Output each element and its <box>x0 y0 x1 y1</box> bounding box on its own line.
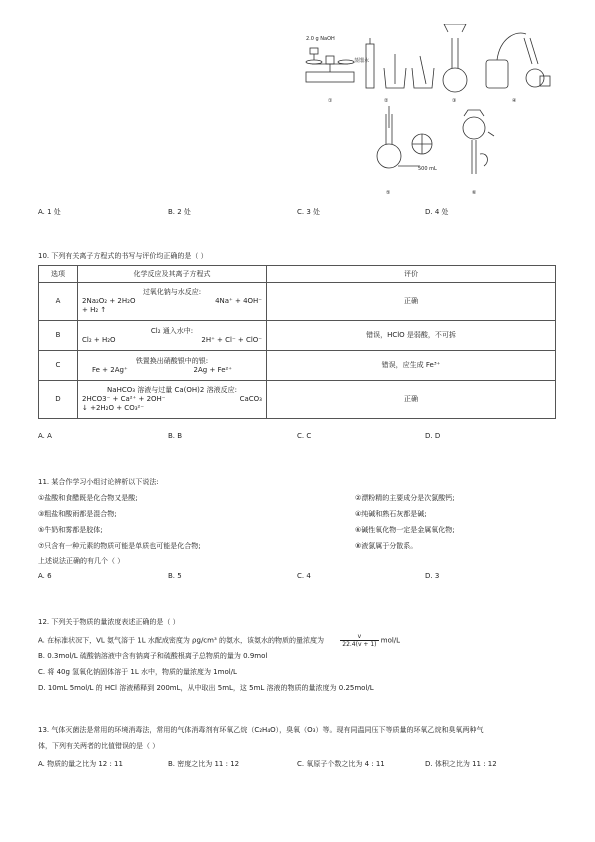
row-description: 铁置换出硝酸银中的银: <box>135 356 209 365</box>
naoh-label: 2.0 g NaOH <box>306 36 335 42</box>
q13-option-b[interactable]: B. 密度之比为 11 : 12 <box>168 760 240 768</box>
table-row <box>39 283 556 321</box>
q12-title: 12. 下列关于物质的量浓度表述正确的是（ ） <box>38 618 180 626</box>
flask-volume-label: 500 mL <box>418 166 437 172</box>
q11-statement: ③粗盐和酸雨都是混合物; <box>38 510 117 518</box>
row-description: NaHCO₃ 溶液与过量 Ca(OH)2 溶液反应: <box>107 386 237 394</box>
q11-option-d[interactable]: D. 3 <box>425 572 440 580</box>
q13-title-line2: 体，下列有关两者的比值错误的是（ ） <box>38 742 160 750</box>
row-option: C <box>39 351 78 381</box>
concentration-fraction <box>340 633 378 648</box>
equation-tail: ↓ +2H₂O + CO₃²⁻ <box>82 404 145 412</box>
row-option: B <box>39 321 78 351</box>
q13-option-c[interactable]: C. 氧原子个数之比为 4 : 11 <box>297 760 385 768</box>
q12-option-b[interactable]: B. 0.3mol/L 硫酸钠溶液中含有钠离子和硫酸根离子总物质的量为 0.9mol <box>38 652 268 660</box>
cylinder-beaker-drawing <box>366 38 434 88</box>
lab-procedure-figure <box>300 24 560 200</box>
fraction-denominator: 22.4(v + 1) <box>342 641 377 648</box>
wash-bottle-drawing <box>486 33 550 88</box>
equation-tail: + H₂ ↑ <box>82 306 107 314</box>
q10-option-d[interactable]: D. D <box>425 432 441 440</box>
equation-left: 2HCO3⁻ + Ca²⁺ + 2OH⁻ <box>82 395 166 403</box>
q11-statement: ⑥碱性氧化物一定是金属氧化物; <box>355 526 455 534</box>
row-evaluation: 错误，应生成 Fe³⁺ <box>267 351 556 381</box>
q11-statement: ①盐酸和食醋既是化合物又是酸; <box>38 494 138 502</box>
lab-procedure-diagram <box>300 24 560 200</box>
q11-statement: ②漂粉精的主要成分是次氯酸钙; <box>355 494 455 502</box>
equation-right: 2Ag + Fe²⁺ <box>193 365 232 374</box>
row-option: D <box>39 381 78 419</box>
q10-table <box>38 265 556 419</box>
inverting-flask-drawing <box>463 110 494 174</box>
q12-option-a[interactable] <box>38 633 400 648</box>
step-label: ⑤ <box>386 190 391 196</box>
q12-option-a-text: A. 在标准状况下，VL 氨气溶于 1L 水配成密度为 ρg/cm³ 的氨水，该氨水的物质的量浓度为 <box>38 636 325 645</box>
flask-dropper-drawing <box>377 106 432 168</box>
row-description: 过氧化钠与水反应: <box>142 288 202 296</box>
equation-right: CaCO₃ <box>239 395 262 403</box>
q11-statement: ④纯碱和熟石灰都是碱; <box>355 510 427 518</box>
q9-option-b[interactable]: B. 2 处 <box>168 208 191 216</box>
step-label: ④ <box>512 98 517 104</box>
q10-option-a[interactable]: A. A <box>38 432 52 440</box>
row-evaluation: 正确 <box>267 381 556 419</box>
q11-statement: ⑤牛奶和雾都是胶体; <box>38 526 103 534</box>
table-row <box>39 351 556 381</box>
row-evaluation: 错误，HClO 是弱酸，不可拆 <box>267 321 556 351</box>
equation-left: Cl₂ + H₂O <box>82 335 116 344</box>
step-label: ① <box>328 98 333 104</box>
q11-option-a[interactable]: A. 6 <box>38 572 52 580</box>
equation-left: Fe + 2Ag⁺ <box>92 365 128 374</box>
q9-option-d[interactable]: D. 4 处 <box>425 208 449 216</box>
q11-option-b[interactable]: B. 5 <box>168 572 182 580</box>
q9-option-a[interactable]: A. 1 处 <box>38 208 61 216</box>
q13-title-line1: 13. 气体灭菌法是常用的环境消毒法，常用的气体消毒剂有环氧乙烷（C₂H₄O），臭氧（O₃）等。现有同温同压下等质量的环氧乙烷和臭氧两种气 <box>38 726 484 734</box>
q11-statement: ⑦只含有一种元素的物质可能是单质也可能是化合物; <box>38 542 201 550</box>
row-equation <box>78 283 267 321</box>
table-header-row <box>39 266 556 283</box>
step-label: ③ <box>452 98 457 104</box>
table-row <box>39 381 556 419</box>
q10-option-b[interactable]: B. B <box>168 432 183 440</box>
balance-drawing <box>306 48 354 82</box>
q11-question: 上述说法正确的有几个（ ） <box>38 557 125 565</box>
q11-option-c[interactable]: C. 4 <box>297 572 311 580</box>
header-equation: 化学反应及其离子方程式 <box>78 266 267 283</box>
row-equation <box>78 321 267 351</box>
header-evaluation: 评价 <box>267 266 556 283</box>
q10-title: 10. 下列有关离子方程式的书写与评价均正确的是（ ） <box>38 252 208 260</box>
concentration-unit: mol/L <box>380 636 401 645</box>
row-equation <box>78 351 267 381</box>
row-option: A <box>39 283 78 321</box>
q13-option-a[interactable]: A. 物质的量之比为 12 : 11 <box>38 760 123 768</box>
equation-right: 2H⁺ + Cl⁻ + ClO⁻ <box>201 335 262 344</box>
row-equation <box>78 381 267 419</box>
q11-statement: ⑧液氯属于分散系。 <box>355 542 418 550</box>
row-evaluation: 正确 <box>267 283 556 321</box>
q12-option-c[interactable]: C. 将 40g 氢氧化钠固体溶于 1L 水中，物质的量浓度为 1mol/L <box>38 668 237 676</box>
fraction-numerator: v <box>340 633 378 641</box>
step-label: ② <box>384 98 389 104</box>
q11-title: 11. 某合作学习小组讨论辨析以下说法: <box>38 478 159 486</box>
q13-option-d[interactable]: D. 体积之比为 11 : 12 <box>425 760 497 768</box>
distilled-water-label: 蒸馏水 <box>354 58 370 64</box>
row-description: Cl₂ 通入水中: <box>150 326 194 335</box>
header-option: 选项 <box>39 266 78 283</box>
q10-option-c[interactable]: C. C <box>297 432 312 440</box>
table-row <box>39 321 556 351</box>
volumetric-flask-drawing <box>443 24 467 92</box>
equation-right: 4Na⁺ + 4OH⁻ <box>215 297 262 305</box>
step-label: ⑥ <box>472 190 477 196</box>
equation-left: 2Na₂O₂ + 2H₂O <box>82 297 136 305</box>
q9-option-c[interactable]: C. 3 处 <box>297 208 321 216</box>
q12-option-d[interactable]: D. 10mL 5mol/L 的 HCl 溶液稀释到 200mL，从中取出 5mL，这 5mL 溶液的物质的量浓度为 0.25mol/L <box>38 684 374 692</box>
